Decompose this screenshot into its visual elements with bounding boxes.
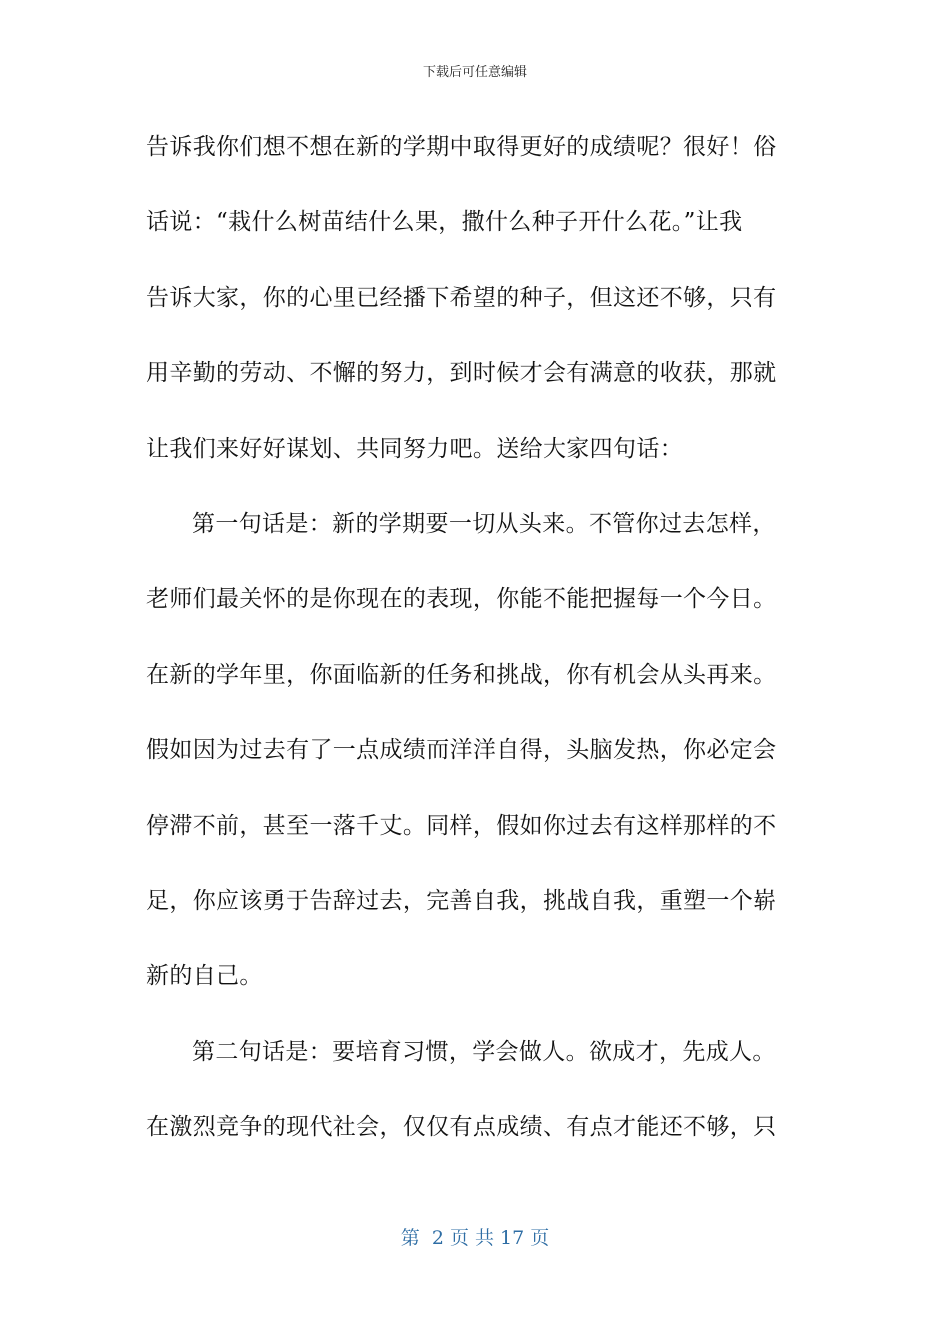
page-number-footer: 第 2 页 共 17 页 [400,1227,550,1249]
paragraph-line: 老师们最关怀的是你现在的表现，你能不能把握每一个今日。 [146,586,777,613]
paragraph-line: 新的自己。 [146,963,263,990]
paragraph-line: 告诉大家，你的心里已经播下希望的种子，但这还不够，只有 [146,284,777,311]
paragraph-line: 让我们来好好谋划、共同努力吧。送给大家四句话： [146,435,684,462]
paragraph-line: 告诉我你们想不想在新的学期中取得更好的成绩呢？很好！俗 [146,134,777,160]
paragraph-line: 第二句话是：要培育习惯，学会做人。欲成才，先成人。 [192,1038,776,1065]
paragraph-line: 在激烈竞争的现代社会，仅仅有点成绩、有点才能还不够，只 [146,1114,777,1141]
paragraph-line: 停滞不前，甚至一落千丈。同样，假如你过去有这样那样的不 [146,812,777,839]
paragraph-line: 假如因为过去有了一点成绩而洋洋自得，头脑发热，你必定会 [146,737,777,764]
paragraph-line: 用辛勤的劳动、不懈的努力，到时候才会有满意的收获，那就 [146,360,777,387]
paragraph-line: 话说：“栽什么树苗结什么果，撒什么种子开什么花。”让我 [146,209,743,236]
document-body [146,118,796,1173]
page-header: 下载后可任意编辑 [422,65,527,80]
paragraph-line: 第一句话是：新的学期要一切从头来。不管你过去怎样， [192,510,776,537]
paragraph-line: 在新的学年里，你面临新的任务和挑战，你有机会从头再来。 [146,661,777,688]
paragraph-line: 足，你应该勇于告辞过去，完善自我，挑战自我，重塑一个崭 [146,887,777,914]
